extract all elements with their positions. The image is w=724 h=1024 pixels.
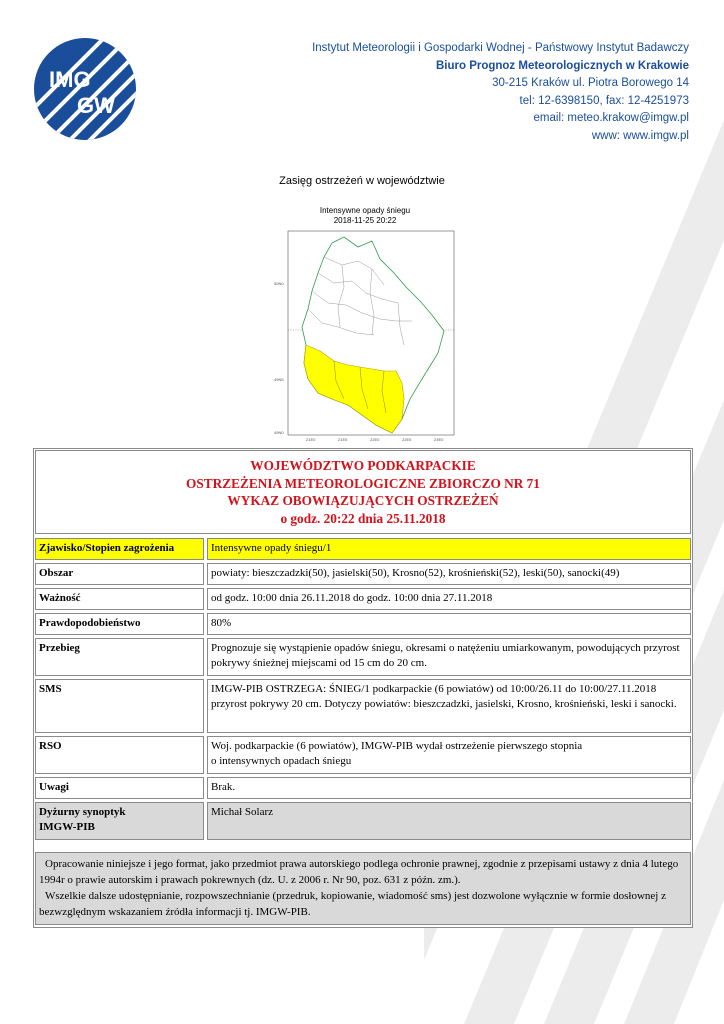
row-phenomenon: [35, 538, 691, 560]
warning-title-list: WYKAZ OBOWIĄZUJĄCYCH OSTRZEŻEŃ: [227, 493, 499, 509]
row-remarks: [35, 777, 691, 799]
warning-title-time: o godz. 20:22 dnia 25.11.2018: [280, 510, 446, 526]
copyright-note: [35, 852, 691, 925]
warning-map: [272, 203, 458, 441]
row-value: [207, 736, 691, 774]
email: email: meteo.krakow@imgw.pl: [533, 112, 689, 125]
imgw-logo: [33, 37, 137, 141]
x-tick: 23E0: [434, 437, 444, 441]
x-tick: 21E5: [338, 437, 348, 441]
warning-header: [35, 450, 691, 534]
row-probability: [35, 613, 691, 635]
row-label: Ważność: [35, 588, 204, 610]
row-label: Przebieg: [35, 638, 204, 676]
logo-text-top: IMG: [49, 67, 91, 92]
map-svg: [272, 203, 458, 441]
map-title-line2: 2018-11-25 20:22: [333, 216, 397, 225]
map-caption: Zasięg ostrzeżeń w województwie: [279, 175, 445, 187]
warning-title-region: WOJEWÓDZTWO PODKARPACKIE: [250, 458, 476, 473]
logo-text-bottom: GW: [77, 93, 115, 118]
forecaster-label-line1: Dyżurny synoptyk: [39, 806, 126, 818]
copyright-paragraph-1: Opracowanie niniejsze i jego format, jako przedmiot prawa autorskiego podlega ochronie prawnej, zgodnie z przepisami ustawy z dnia 4 lutego 1994r o prawie autorskim i prawach pokrewnych (dz. U. z 2006 r. Nr 90, poz. 631 z późn. zm.).: [39, 858, 679, 886]
row-value: 80%: [207, 613, 691, 635]
row-label: RSO: [35, 736, 204, 774]
row-value: Brak.: [207, 777, 691, 799]
row-value: powiaty: bieszczadzki(50), jasielski(50), Krosno(52), krośnieński(52), leski(50), sanocki(49): [207, 563, 691, 585]
row-value: od godz. 10:00 dnia 26.11.2018 do godz. 10:00 dnia 27.11.2018: [207, 588, 691, 610]
rso-line2: o intensywnych opadach śniegu: [211, 755, 352, 767]
x-tick: 22E0: [370, 437, 380, 441]
row-value: Michał Solarz: [207, 802, 691, 840]
row-label: Zjawisko/Stopien zagrożenia: [35, 538, 204, 560]
y-tick: 49N0: [274, 430, 284, 435]
y-tick: 49N5: [274, 377, 284, 382]
map-title-line1: Intensywne opady śniegu: [319, 206, 411, 215]
row-value: Prognozuje się wystąpienie opadów śniegu, okresami o natężeniu umiarkowanym, powodujących przyrost pokrywy śnieżnej miejscami od 15 cm do 20 cm.: [207, 638, 691, 676]
forecaster-label-line2: IMGW-PIB: [39, 821, 95, 833]
warning-panel: [33, 448, 693, 928]
phone: tel: 12-6398150, fax: 12-4251973: [519, 94, 689, 107]
institute-name: Instytut Meteorologii i Gospodarki Wodnej - Państwowy Instytut Badawczy: [312, 42, 689, 54]
x-tick: 21E0: [306, 437, 316, 441]
rso-line1: Woj. podkarpackie (6 powiatów), IMGW-PIB wydał ostrzeżenie pierwszego stopnia: [211, 740, 583, 752]
row-course: [35, 638, 691, 676]
row-label: SMS: [35, 679, 204, 733]
warning-title-summary: OSTRZEŻENIA METEOROLOGICZNE ZBIORCZO NR 71: [186, 475, 540, 491]
website: www: www.imgw.pl: [591, 129, 689, 142]
row-value: Intensywne opady śniegu/1: [207, 538, 691, 560]
copyright-paragraph-2: Wszelkie dalsze udostępnianie, rozpowszechnianie (przedruk, kopiowanie, wiadomość sms) jest dozwolone wyłącznie w formie dosłownej z bezwzględnym wskazaniem źródła informacji tj. IMGW-PIB.: [39, 890, 666, 918]
row-area: [35, 563, 691, 585]
x-tick: 22E5: [402, 437, 412, 441]
row-sms: [35, 679, 691, 733]
y-tick: 50N0: [274, 281, 284, 286]
row-label: Prawdopodobieństwo: [35, 613, 204, 635]
row-rso: [35, 736, 691, 774]
row-forecaster: [35, 802, 691, 840]
warning-rows: [35, 538, 691, 843]
row-validity: [35, 588, 691, 610]
row-label: [35, 802, 204, 840]
row-label: Uwagi: [35, 777, 204, 799]
map-y-ticks: [274, 281, 284, 435]
address: 30-215 Kraków ul. Piotra Borowego 14: [492, 77, 689, 90]
row-value: IMGW-PIB OSTRZEGA: ŚNIEG/1 podkarpackie (6 powiatów) od 10:00/26.11 do 10:00/27.11.2018 przyrost pokrywy 20 cm. Dotyczy powiatów: bieszczadzki, jasielski, Krosno, krośnieński, leski i sanocki.: [207, 679, 691, 733]
map-x-ticks: [306, 437, 444, 441]
header-info: [312, 40, 689, 146]
office-name: Biuro Prognoz Meteorologicznych w Krakowie: [435, 59, 689, 72]
row-label: Obszar: [35, 563, 204, 585]
